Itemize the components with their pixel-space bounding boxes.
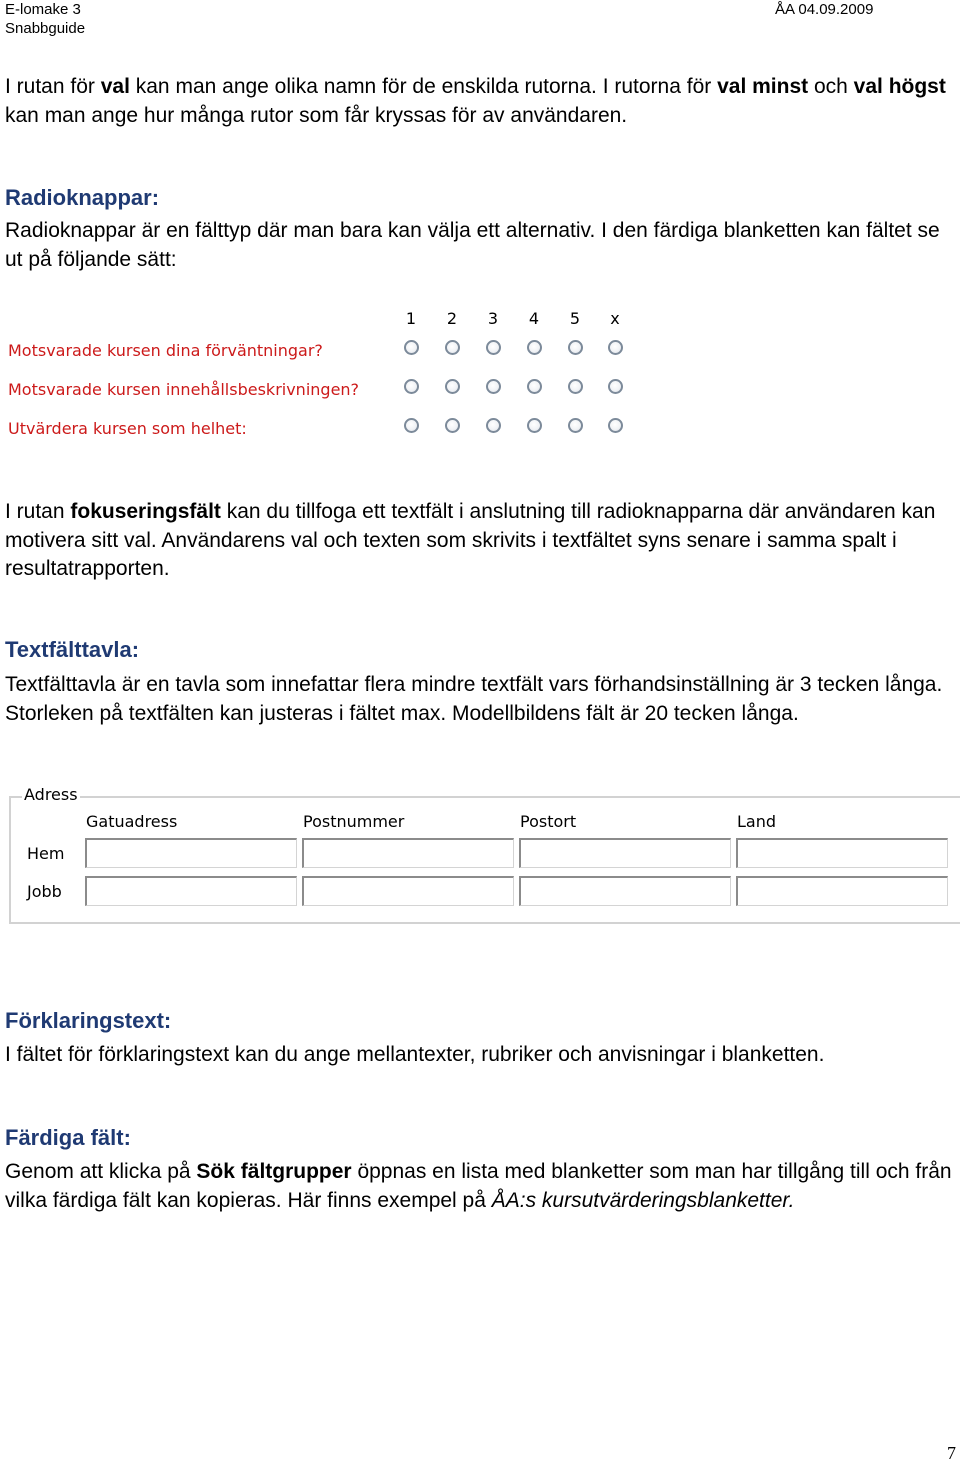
column-header: 5 — [569, 309, 581, 328]
radio-heading: Radioknappar: — [5, 185, 160, 210]
postnummer-hem-input[interactable] — [302, 838, 514, 868]
ready-fields-paragraph: Genom att klicka på Sök fältgrupper öppnas en lista med blanketter som man har tillgång till och från vilka färdiga fält kan kopieras. Här finns exempel på ÅA:s kursutvärderingsblanketter. — [5, 1160, 952, 1212]
radio-button[interactable] — [445, 340, 460, 355]
page-number: 7 — [947, 1443, 956, 1463]
form-column-header: Postort — [520, 812, 577, 831]
radio-button[interactable] — [445, 379, 460, 394]
radio-button[interactable] — [404, 340, 419, 355]
radio-button[interactable] — [527, 340, 542, 355]
intro-paragraph: I rutan för val kan man ange olika namn för de enskilda rutorna. I rutorna för val minst och val högst kan man ange hur många rutor som får kryssas för av användaren. — [5, 75, 946, 127]
doc-date: ÅA 04.09.2009 — [775, 1, 874, 18]
postort-hem-input[interactable] — [519, 838, 731, 868]
radio-button[interactable] — [527, 379, 542, 394]
radio-button[interactable] — [608, 379, 623, 394]
form-column-header: Postnummer — [303, 812, 405, 831]
radio-button[interactable] — [608, 340, 623, 355]
fieldset-legend: Adress — [24, 785, 78, 804]
radio-button[interactable] — [486, 340, 501, 355]
radio-button[interactable] — [486, 418, 501, 433]
column-header: 3 — [487, 309, 499, 328]
column-header: 1 — [405, 309, 417, 328]
doc-title: E-lomake 3 — [5, 1, 81, 18]
radio-button[interactable] — [608, 418, 623, 433]
form-row-label: Jobb — [27, 882, 62, 901]
land-hem-input[interactable] — [736, 838, 948, 868]
radio-button[interactable] — [568, 340, 583, 355]
explanation-heading: Förklaringstext: — [5, 1008, 172, 1033]
form-column-header: Land — [737, 812, 777, 831]
land-jobb-input[interactable] — [736, 876, 948, 906]
column-header: x — [610, 309, 620, 328]
ready-fields-heading: Färdiga fält: — [5, 1125, 131, 1150]
radio-button[interactable] — [445, 418, 460, 433]
focus-field-paragraph: I rutan fokuseringsfält kan du tillfoga ett textfält i anslutning till radioknapparna där användaren kan motivera sitt val. Användarens val och texten som skrivits i textfältet syns senare i samma spalt i resultatrapporten. — [5, 500, 936, 580]
radio-button[interactable] — [486, 379, 501, 394]
radio-button[interactable] — [568, 418, 583, 433]
gatuadress-hem-input[interactable] — [85, 838, 297, 868]
textarea-description: Textfälttavla är en tavla som innefattar flera mindre textfält vars förhandsinställning är 3 tecken långa. Storleken på textfälten kan justeras i fältet max. Modellbildens fält är 20 tecken långa. — [5, 673, 943, 725]
radio-button[interactable] — [404, 379, 419, 394]
gatuadress-jobb-input[interactable] — [85, 876, 297, 906]
question-label: Motsvarade kursen dina förväntningar? — [8, 341, 323, 360]
form-row-label: Hem — [27, 844, 65, 863]
column-header: 2 — [446, 309, 458, 328]
radio-button[interactable] — [404, 418, 419, 433]
column-header: 4 — [528, 309, 540, 328]
question-label: Utvärdera kursen som helhet: — [8, 419, 247, 438]
postort-jobb-input[interactable] — [519, 876, 731, 906]
radio-button[interactable] — [527, 418, 542, 433]
textarea-heading: Textfälttavla: — [5, 637, 140, 662]
explanation-paragraph: I fältet för förklaringstext kan du ange mellantexter, rubriker och anvisningar i blanketten. — [5, 1043, 825, 1066]
radio-button[interactable] — [568, 379, 583, 394]
doc-subtitle: Snabbguide — [5, 20, 86, 37]
form-column-header: Gatuadress — [86, 812, 178, 831]
question-label: Motsvarade kursen innehållsbeskrivningen? — [8, 380, 360, 399]
radio-description: Radioknappar är en fälttyp där man bara kan välja ett alternativ. I den färdiga blanketten kan fältet se ut på följande sätt: — [5, 219, 940, 271]
postnummer-jobb-input[interactable] — [302, 876, 514, 906]
